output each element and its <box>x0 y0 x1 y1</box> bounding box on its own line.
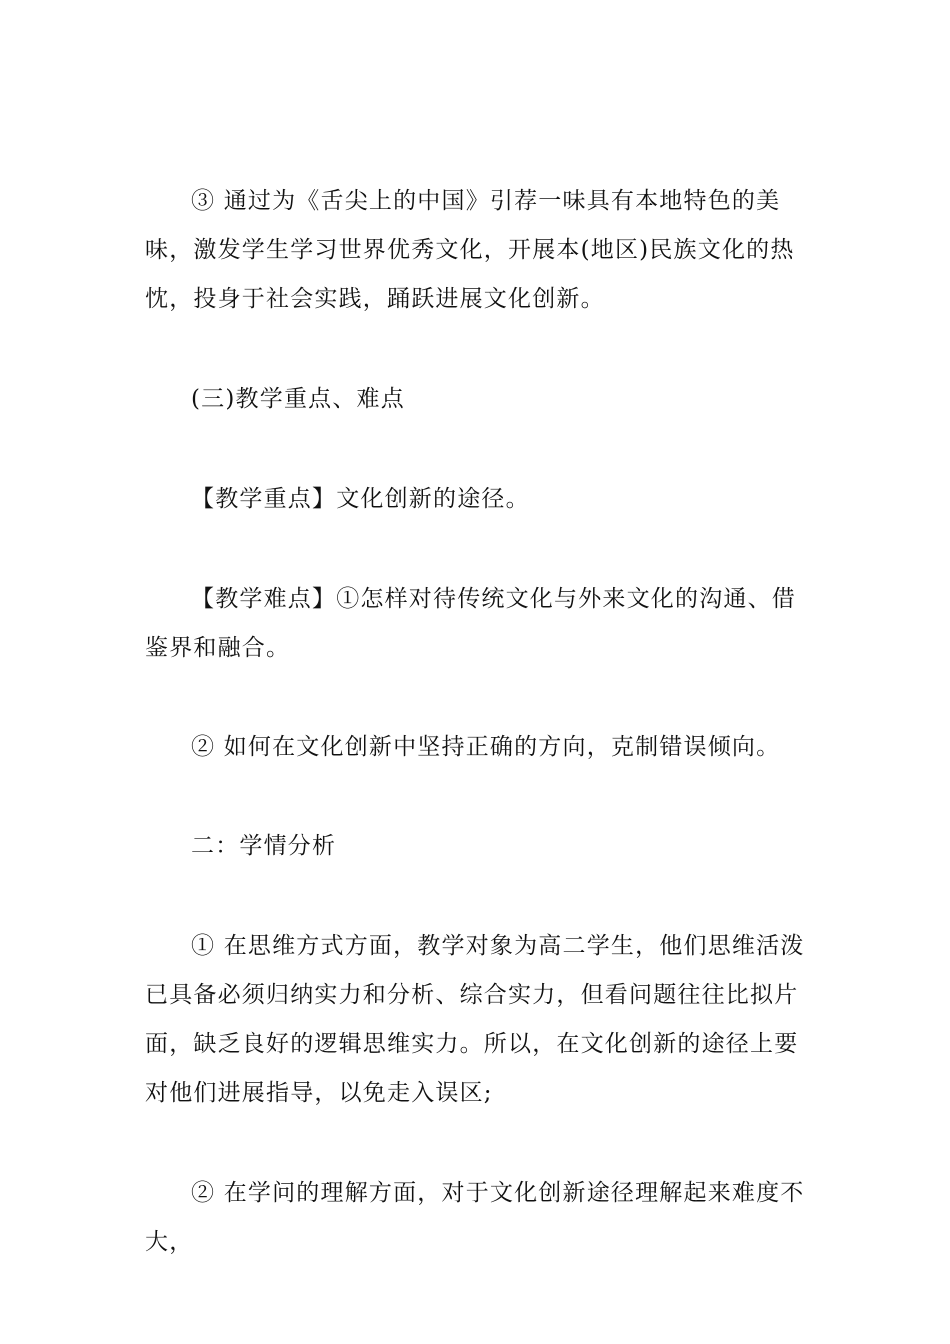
paragraph-teaching-difficulty: 【教学难点】①怎样对待传统文化与外来文化的沟通、借鉴界和融合。 <box>145 586 796 661</box>
paragraph-objective-3: ③ 通过为《舌尖上的中国》引荐一味具有本地特色的美味，激发学生学习世界优秀文化，开展本(地区)民族文化的热忱，投身于社会实践，踊跃进展文化创新。 <box>145 188 795 312</box>
section-heading-key-points: (三)教学重点、难点 <box>191 386 405 412</box>
paragraph-teaching-focus: 【教学重点】文化创新的途径。 <box>191 486 530 512</box>
paragraph-analysis-2: ② 在学问的理解方面，对于文化创新途径理解起来难度不大， <box>145 1180 805 1255</box>
paragraph-analysis-1: ① 在思维方式方面，教学对象为高二学生，他们思维活泼已具备必须归纳实力和分析、综合实力，但看问题往往比拟片面，缺乏良好的逻辑思维实力。所以，在文化创新的途径上要对他们进展指导，以免走入误区; <box>145 933 805 1106</box>
paragraph-difficulty-2: ② 如何在文化创新中坚持正确的方向，克制错误倾向。 <box>191 734 781 760</box>
section-heading-learner-analysis: 二：学情分析 <box>191 833 337 859</box>
